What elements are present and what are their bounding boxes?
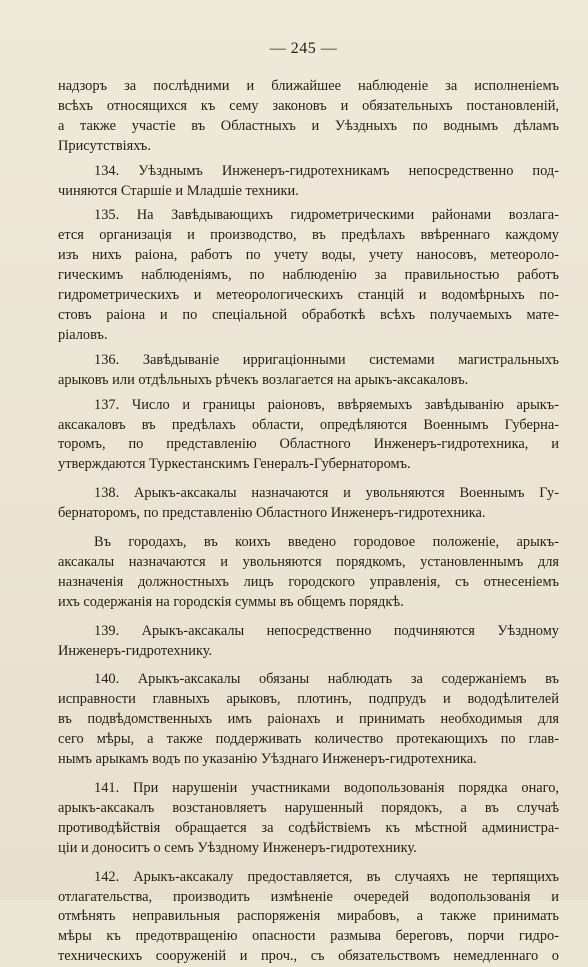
text-line: аксакаловъ въ предѣлахъ области, опредѣляются Военнымъ Губерна- — [58, 416, 559, 433]
text-line: мѣры къ предотвращенію опасности размыва береговъ, порчи гидро- — [58, 928, 559, 945]
text-line: арыкъ-аксакалъ возстановляетъ нарушенный порядокъ, а въ случаѣ — [58, 799, 559, 816]
text-line: техническихъ сооруженій и проч., съ обязательствомъ немедленнаго о — [58, 948, 559, 965]
text-line: ется организація и производство, въ предѣлахъ ввѣреннаго каждому — [58, 227, 559, 244]
text-line: 136. Завѣдываніе ирригаціонными системами магистральныхъ — [94, 351, 559, 368]
article-138 — [58, 484, 559, 524]
article-140 — [58, 670, 559, 770]
article-139 — [58, 622, 559, 662]
article-136 — [58, 351, 559, 391]
text-line: 134. Уѣзднымъ Инженеръ-гидротехникамъ непосредственно под- — [94, 162, 559, 179]
text-line: торомъ, по представленію Областного Инженеръ-гидротехника, и — [58, 436, 559, 453]
text-line: ихъ содержанія на городскія суммы въ общемъ порядкѣ. — [58, 593, 404, 610]
text-line: назначенія должностныхъ лицъ городского управленія, съ отнесеніемъ — [58, 573, 559, 590]
text-line: а также участіе въ Областныхъ и Уѣздныхъ по воднымъ дѣламъ — [58, 117, 559, 134]
text-line: гическимъ наблюденіямъ, по наблюденію за правильностью работъ — [58, 267, 559, 284]
text-line: 142. Арыкъ-аксакалу предоставляется, въ случаяхъ не терпящихъ — [94, 868, 559, 885]
article-138-note — [58, 533, 559, 613]
text-line: въ подвѣдомственныхъ имъ раіонахъ и принимать необходимыя для — [58, 711, 559, 728]
text-line: нымъ арыкамъ водъ по указанію Уѣзднаго Инженеръ-гидротехника. — [58, 751, 477, 768]
text-line: отлагательства, производить измѣненіе очередей водопользованія и — [58, 888, 559, 905]
page-body — [58, 77, 559, 967]
text-line: 140. Арыкъ-аксакалы обязаны наблюдать за содержаніемъ въ — [94, 671, 559, 688]
text-line: Въ городахъ, въ коихъ введено городовое положеніе, арыкъ- — [94, 534, 559, 551]
text-line: ріаловъ. — [58, 326, 108, 343]
text-line: 141. При нарушеніи участниками водопользованія порядка онаго, — [94, 780, 559, 796]
text-line: Присутствіяхъ. — [58, 137, 151, 154]
text-line: бернаторомъ, по представленію Областного Инженеръ-гидротехника. — [58, 505, 486, 522]
article-142 — [58, 868, 559, 967]
article-134 — [58, 162, 559, 202]
text-line: противодѣйствія обращается за содѣйствіемъ къ мѣстной администра- — [58, 819, 559, 836]
text-line: 138. Арыкъ-аксакалы назначаются и увольняются Военнымъ Гу- — [94, 485, 559, 502]
paragraph-continuation — [58, 77, 559, 157]
text-line: аксакалы назначаются и увольняются порядкомъ, установленнымъ для — [58, 553, 559, 570]
text-line: ціи и доноситъ о семъ Уѣздному Инженеръ-гидротехнику. — [58, 839, 417, 856]
text-line: Инженеръ-гидротехнику. — [58, 642, 213, 659]
text-line: надзоръ за послѣдними и ближайшее наблюденіе за исполненіемъ — [58, 78, 559, 94]
text-line: арыковъ или отдѣльныхъ рѣчекъ возлагается на арыкъ-аксакаловъ. — [58, 371, 469, 388]
text-line: чиняются Старшіе и Младшіе техники. — [58, 182, 299, 199]
article-135 — [58, 206, 559, 345]
page-number: — 245 — — [269, 40, 338, 57]
article-137 — [58, 396, 559, 476]
text-line: утверждаются Туркестанскимъ Генералъ-Губернаторомъ. — [58, 456, 411, 473]
text-line: 137. Число и границы раіоновъ, ввѣряемыхъ завѣдыванію арыкъ- — [94, 396, 559, 413]
text-line: сего мѣры, а также поддерживать количество протекающихъ по глав- — [58, 731, 559, 748]
text-line: всѣхъ относящихся къ сему законовъ и обязательныхъ постановленій, — [58, 97, 559, 114]
article-141 — [58, 779, 559, 859]
text-line: гидрометрическихъ и метеорологическихъ станцій и водомѣрныхъ по- — [58, 287, 559, 304]
text-line: отмѣнять неправильныя распоряженія мирабовъ, а также принимать — [58, 908, 559, 925]
text-line: изъ нихъ раіона, работъ по учету воды, учету наносовъ, метеороло- — [58, 247, 559, 264]
text-line: 139. Арыкъ-аксакалы непосредственно подчиняются Уѣздному — [94, 622, 559, 639]
text-line: стовъ раіона и по спеціальной обработкѣ всѣхъ получаемыхъ мате- — [58, 306, 559, 323]
text-line: исправности главныхъ арыковъ, плотинъ, подпрудъ и вододѣлителей — [58, 691, 559, 708]
text-line: 135. На Завѣдывающихъ гидрометрическими районами возлага- — [94, 207, 559, 224]
